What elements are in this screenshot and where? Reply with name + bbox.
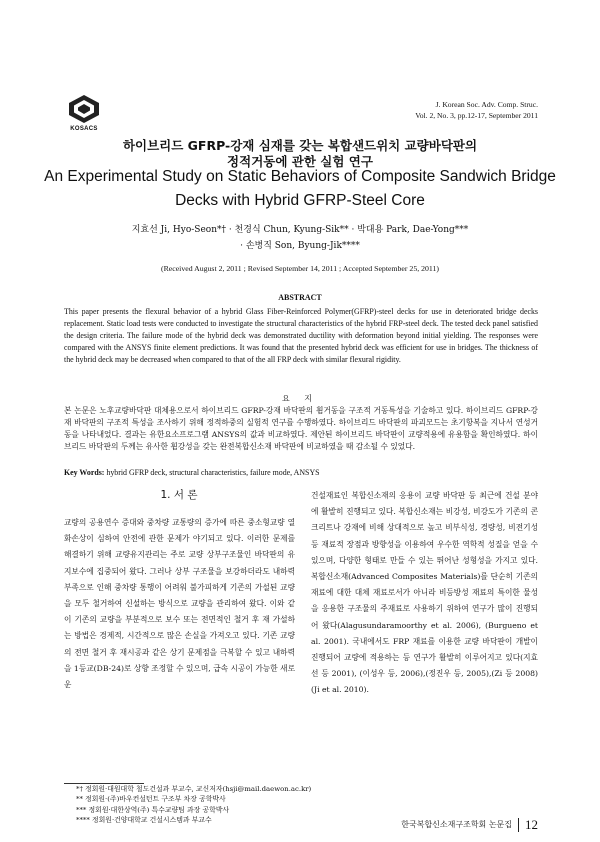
abstract-text: This paper presents the flexural behavior of a hybrid Glass Fiber-Reinforced Polymer(GFRP)-steel decks for use in deteriorated bridge decks replacement. Static load tests were conducted to investigate the structural characteristics of the hybrid FRP-steel deck. The tested deck panel satisfied the design criteria. The failure mode of the hybrid deck was demonstrated ductility with deformation beyond initial yielding. The responses were compared with the ANSYS finite element predictions. It was found that the presented hybrid deck was efficient for use in bridges. The thickness of the hybrid deck may be decreased when compared to that of the all FRP deck with similar flexural rigidity. xyxy=(64,307,538,365)
english-title-line1: An Experimental Study on Static Behaviors of Composite Sandwich Bridge xyxy=(44,168,556,185)
footnote-4: **** 정회원·건양대학교 건설시스템과 부교수 xyxy=(76,816,212,825)
keywords-label: Key Words: xyxy=(64,468,105,477)
journal-name: J. Korean Soc. Adv. Comp. Struc. xyxy=(435,100,538,109)
keywords xyxy=(64,468,538,477)
page-footer xyxy=(401,817,538,833)
footnote-1: *† 정회원·대원대학 철도건설과 부교수, 교신저자(hsji@mail.daewon.ac.kr) xyxy=(76,785,312,793)
section-title: 1. 서 론 xyxy=(160,489,198,501)
journal-logo xyxy=(66,94,102,124)
keywords-text: hybrid GFRP deck, structural characteristics, failure mode, ANSYS xyxy=(104,468,320,477)
page-number: 12 xyxy=(525,817,538,832)
footnote-3: *** 정회원·대한상역(주) 특수교량팀 과장 공학박사 xyxy=(76,805,230,814)
footnote-2: ** 정회원·(주)바우컨설턴트 구조부 차장 공학박사 xyxy=(76,795,226,804)
received-dates: (Received August 2, 2011 ; Revised September 14, 2011 ; Accepted September 25, 2011) xyxy=(160,264,440,273)
korean-title-line1: 하이브리드 GFRP-강재 심재를 갖는 복합샌드위치 교량바닥판의 xyxy=(122,138,478,153)
korean-abstract-text: 본 논문은 노후교량바닥판 대체용으로서 하이브리드 GFRP-강재 바닥판의 휨거동을 구조적 거동특성을 기술하고 있다. 하이브리드 GFRP-강재 바닥판의 구조적 특성을 조사하기 위해 정적하중의 실험적 연구를 수행하였다. 하이브리드 바닥판의 파괴모드는 초기항복을 지나서 연성거동을 나타내었다. 결과는 유한요소프로그램 ANSYS의 값과 비교하였다. 제안된 하이브리드 바닥판이 교량적용에 유용함을 확인하였다. 하이브리드 바닥판의 두께는 유사한 휨강성을 갖는 완전복합신소재 바닥판에 비교하였을 때 감소될 수 있었다. xyxy=(64,406,538,451)
footer-journal: 한국복합신소재구조학회 논문집 xyxy=(401,820,512,829)
english-title-line2: Decks with Hybrid GFRP-Steel Core xyxy=(175,192,425,209)
korean-title-line2: 정적거동에 관한 실험 연구 xyxy=(227,154,373,169)
journal-info xyxy=(415,99,538,121)
footnotes xyxy=(76,784,311,826)
authors-line1: 지효선 Ji, Hyo-Seon*† · 천경식 Chun, Kyung-Sik** · 박대용 Park, Dae-Yong*** xyxy=(131,225,469,235)
authors-line2: · 손병직 Son, Byung-Jik**** xyxy=(240,241,360,251)
body-left-column: 교량의 공용연수 증대와 중차량 교통량의 증가에 따른 중소형교량 열화손상이 심하여 안전에 관한 문제가 야기되고 있다. 이러한 문제를 해결하기 위해 교량유지관리는 주로 교량 상부구조물인 바닥판의 유지보수에 집중되어 왔다. 그러나 상부 구조물을 보강하더라도 내하력 부족으로 인해 중차량 통행이 어려워 불가피하게 기존의 가설된 교량을 모두 철거하여 신설하는 방식으로 교량을 관리하여 왔다. 이와 같이 기존의 교량을 부분적으로 보수 또는 전면적인 철거 후 재 가설하는 방법은 경제적, 시간적으로 많은 손실을 가져오고 있다. 기존 교량의 전면 철거 후 재시공과 같은 상기 문제점을 극복할 수 있고 내하력을 1등교(DB-24)로 상향 조정할 수 있으며, 급속 시공이 가능한 새로운 xyxy=(64,518,295,690)
abstract-heading: ABSTRACT xyxy=(278,293,322,302)
logo-text: KOSACS xyxy=(70,126,98,132)
journal-volume: Vol. 2, No. 3, pp.12-17, September 2011 xyxy=(415,111,538,120)
footer-separator xyxy=(518,818,519,832)
body-right-column: 건설재료인 복합신소재의 응용이 교량 바닥판 등 최근에 건설 분야에 활발히 진행되고 있다. 복합신소재는 비강성, 비강도가 기존의 콘크리트나 강재에 비해 상대적으로 높고 비부식성, 경량성, 비전기성 등 재료적 장점과 방향성을 이용하여 우수한 역학적 성질을 얻을 수 있으며, 다양한 형태로 만들 수 있는 뛰어난 성형성을 가지고 있다. 복합신소재(Advanced Composites Materials)를 단순히 기존의 재료에 대한 대체 재료로서가 아니라 비등방성 재료의 특이한 물성을 응용한 구조물의 주재료로 사용하기 위하여 연구가 많이 진행되어 왔다(Alagusundaramoorthy et al. 2006), (Burgueno et al. 2001). 국내에서도 FRP 재료를 이용한 교량 바닥판이 개발이 진행되어 교량에 적용하는 등 연구가 활발히 이루어지고 있다(지효선 등 2001), (이성우 등, 2006),(정진우 등, 2005),(Zi 등 2008) (Ji et al. 2010). xyxy=(311,491,538,695)
korean-abstract-heading: 요 지 xyxy=(282,394,318,403)
